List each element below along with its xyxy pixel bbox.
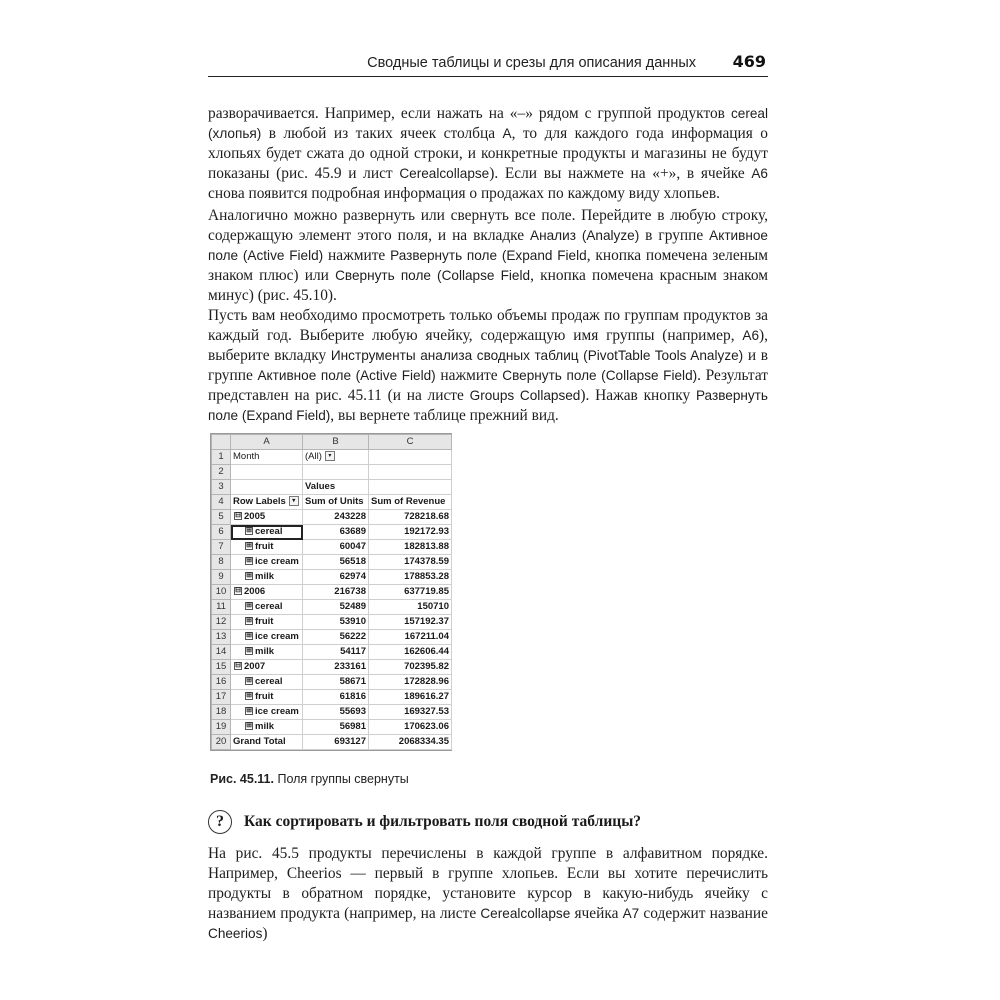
units-value: 54117: [340, 646, 366, 657]
expand-toggle-icon[interactable]: ⊞: [246, 602, 252, 610]
cell-a[interactable]: [231, 570, 303, 585]
ui-term: Развернуть поле (Expand Field): [208, 388, 768, 423]
ui-term: Cerealcollapse: [399, 166, 490, 181]
select-all-corner[interactable]: [212, 435, 231, 450]
sheet-row: [212, 495, 452, 510]
running-header: [208, 52, 768, 77]
units-value: 52489: [339, 601, 366, 612]
text-run: ячейка: [570, 905, 623, 922]
cell-c[interactable]: [369, 645, 452, 660]
cell-c[interactable]: [369, 675, 452, 690]
question-text: Как сортировать и фильтровать поля сводной таблицы?: [244, 813, 642, 830]
cell-a[interactable]: [231, 540, 303, 555]
units-value: 58671: [339, 676, 366, 687]
row-label: fruit: [255, 616, 274, 627]
row-label: 2005: [244, 511, 266, 522]
expand-toggle-icon[interactable]: ⊞: [246, 542, 252, 550]
units-value: 233161: [334, 661, 366, 672]
row-label: ice cream: [255, 631, 299, 642]
row-label: ice cream: [255, 556, 299, 567]
row-label: cereal: [255, 601, 283, 612]
cell-b[interactable]: [303, 600, 369, 615]
row-number[interactable]: 1: [212, 450, 231, 465]
cell-c[interactable]: [369, 465, 452, 480]
revenue-value: 162606.44: [404, 646, 449, 657]
row-label: 2006: [244, 586, 266, 597]
question-heading: [208, 810, 641, 834]
units-value: 60047: [339, 541, 366, 552]
units-value: 53910: [339, 616, 366, 627]
cell-a[interactable]: [231, 705, 303, 720]
cell-a[interactable]: [231, 690, 303, 705]
row-number[interactable]: 17: [212, 690, 231, 705]
text-run: . Результат представлен на рис. 45.11 (и на листе: [208, 367, 769, 404]
cell-a[interactable]: [231, 495, 303, 510]
row-number[interactable]: 3: [212, 480, 231, 495]
cell-a[interactable]: [231, 480, 303, 495]
cell-c[interactable]: [369, 660, 452, 675]
ui-term: Cheerios: [208, 926, 263, 941]
text-run: нажмите: [323, 247, 391, 264]
cell-b[interactable]: [303, 465, 369, 480]
ui-term: Развернуть поле (Expand Field: [390, 248, 587, 263]
expand-toggle-icon[interactable]: ⊞: [246, 692, 252, 700]
cell-b[interactable]: [303, 705, 369, 720]
cell-a[interactable]: [231, 645, 303, 660]
cell-a[interactable]: [231, 675, 303, 690]
row-number[interactable]: 11: [212, 600, 231, 615]
row-label: ice cream: [255, 706, 299, 717]
paragraph-2: [208, 206, 768, 306]
cell-a[interactable]: [231, 630, 303, 645]
expand-toggle-icon[interactable]: ⊞: [246, 647, 252, 655]
cell-b[interactable]: [303, 510, 369, 525]
text-run: , кнопка помечена красным знаком минус) (рис. 45.10).: [208, 267, 768, 304]
revenue-value: 157192.37: [404, 616, 449, 627]
revenue-value: 169327.53: [404, 706, 449, 717]
cell-c[interactable]: [369, 705, 452, 720]
sheet-row: [212, 645, 452, 660]
row-label: milk: [255, 571, 275, 582]
cell-a[interactable]: [231, 555, 303, 570]
ui-term: (хлопья): [208, 126, 262, 141]
text-run: разворачивается. Например, если нажать на «–» рядом с группой продуктов: [208, 105, 731, 122]
text-run: ): [262, 925, 268, 942]
units-value: 693127: [334, 736, 366, 747]
row-label: fruit: [255, 691, 274, 702]
cell-b[interactable]: [303, 735, 369, 750]
sheet-row: [212, 480, 452, 495]
row-number[interactable]: 13: [212, 630, 231, 645]
revenue-value: 702395.82: [404, 661, 449, 672]
revenue-value: 150710: [417, 601, 449, 612]
sheet-row: [212, 735, 452, 750]
cell-b[interactable]: [303, 480, 369, 495]
cell-a[interactable]: [231, 450, 303, 465]
sheet-row: [212, 465, 452, 480]
revenue-value: 192172.93: [404, 526, 449, 537]
row-number[interactable]: 4: [212, 495, 231, 510]
cell-b[interactable]: [303, 615, 369, 630]
units-value: 55693: [339, 706, 366, 717]
text-run: Пусть вам необходимо просмотреть только объемы продаж по группам продуктов за каждый год. Выберите любую ячейку, содержащую имя группы (например,: [208, 307, 768, 344]
sheet-row: [212, 615, 452, 630]
revenue-value: 167211.04: [404, 631, 449, 642]
filter-value: (All): [305, 451, 322, 462]
text-run: в группе: [639, 227, 710, 244]
ui-term: Groups Collapsed: [469, 388, 581, 403]
cell-a[interactable]: [231, 525, 303, 540]
paragraph-1: [208, 104, 768, 204]
cell-c[interactable]: [369, 570, 452, 585]
expand-toggle-icon[interactable]: ⊞: [246, 632, 252, 640]
sheet-row: [212, 675, 452, 690]
row-labels-filter-icon[interactable]: ▾: [289, 496, 299, 506]
expand-toggle-icon[interactable]: ⊞: [246, 617, 252, 625]
text-run: ). Нажав кнопку: [580, 387, 696, 404]
page-number: 469: [732, 52, 766, 71]
ui-term: Инструменты анализа сводных таблиц (PivotTable Tools Analyze): [330, 348, 744, 363]
cell-b[interactable]: [303, 570, 369, 585]
ui-term: А: [502, 126, 512, 141]
row-number[interactable]: 9: [212, 570, 231, 585]
row-number[interactable]: 8: [212, 555, 231, 570]
cell-c[interactable]: [369, 480, 452, 495]
text-run: и в группе: [208, 347, 769, 384]
column-header-row: [212, 435, 452, 450]
cell-b[interactable]: [303, 495, 369, 510]
cell-c[interactable]: [369, 690, 452, 705]
column-header-a[interactable]: A: [231, 435, 303, 450]
cell-c[interactable]: [369, 510, 452, 525]
units-value: 62974: [339, 571, 366, 582]
revenue-value: 178853.28: [404, 571, 449, 582]
question-circle-icon: ?: [208, 810, 232, 834]
units-value: 243228: [334, 511, 366, 522]
row-number[interactable]: 16: [212, 675, 231, 690]
column-header-c[interactable]: C: [369, 435, 452, 450]
cell-a[interactable]: [231, 720, 303, 735]
expand-toggle-icon[interactable]: ⊞: [246, 557, 252, 565]
ui-term: Анализ (Analyze): [530, 228, 640, 243]
cell-c[interactable]: [369, 585, 452, 600]
cell-c[interactable]: [369, 555, 452, 570]
text-run: , кнопка помечена зеленым знаком плюс) или: [208, 247, 768, 284]
cell-a[interactable]: [231, 735, 303, 750]
cell-b[interactable]: [303, 525, 369, 540]
cell-a[interactable]: [231, 600, 303, 615]
row-label: fruit: [255, 541, 274, 552]
cell-c[interactable]: [369, 450, 452, 465]
revenue-value: 170623.06: [404, 721, 449, 732]
row-label: milk: [255, 646, 275, 657]
cell-b[interactable]: [303, 645, 369, 660]
sheet-row: [212, 555, 452, 570]
ui-term: Свернуть поле (Collapse Field: [335, 268, 531, 283]
expand-toggle-icon[interactable]: ⊞: [246, 527, 252, 535]
ui-term: Активное поле (Active Field): [257, 368, 436, 383]
revenue-value: Sum of Revenue: [371, 496, 446, 507]
revenue-value: 172828.96: [404, 676, 449, 687]
collapse-toggle-icon[interactable]: ⊟: [235, 662, 241, 670]
sheet-row: [212, 510, 452, 525]
figure-caption: [210, 772, 409, 786]
ui-term: А6: [751, 166, 768, 181]
revenue-value: 637719.85: [404, 586, 449, 597]
row-number[interactable]: 7: [212, 540, 231, 555]
expand-toggle-icon[interactable]: ⊞: [246, 677, 252, 685]
sheet-row: [212, 540, 452, 555]
cell-c[interactable]: [369, 540, 452, 555]
text-run: Аналогично можно развернуть или свернуть все поле. Перейдите в любую строку, содержащую элемент этого поля, и на вкладке: [208, 207, 768, 244]
row-number[interactable]: 2: [212, 465, 231, 480]
collapse-toggle-icon[interactable]: ⊟: [235, 587, 241, 595]
units-value: 61816: [339, 691, 366, 702]
sheet-row: [212, 585, 452, 600]
expand-toggle-icon[interactable]: ⊞: [246, 722, 252, 730]
sheet-row: [212, 450, 452, 465]
ui-term: А6: [742, 328, 760, 343]
units-value: 216738: [334, 586, 366, 597]
units-value: Values: [305, 481, 336, 492]
cell-b[interactable]: [303, 660, 369, 675]
filter-dropdown-icon[interactable]: ▾: [325, 451, 335, 461]
row-label: cereal: [255, 676, 283, 687]
cell-b[interactable]: [303, 555, 369, 570]
revenue-value: 728218.68: [404, 511, 449, 522]
row-number[interactable]: 18: [212, 705, 231, 720]
ui-term: А7: [622, 906, 640, 921]
ui-term: Cerealcollapse: [480, 906, 571, 921]
cell-c[interactable]: [369, 720, 452, 735]
row-number[interactable]: 5: [212, 510, 231, 525]
cell-c[interactable]: [369, 615, 452, 630]
sheet-row: [212, 660, 452, 675]
row-number[interactable]: 14: [212, 645, 231, 660]
paragraph-3: [208, 306, 768, 426]
units-value: 56981: [339, 721, 366, 732]
sheet-row: [212, 570, 452, 585]
row-number[interactable]: 10: [212, 585, 231, 600]
cell-a[interactable]: [231, 615, 303, 630]
ui-term: cereal: [730, 106, 768, 121]
text-run: , вы вернете таблице прежний вид.: [330, 407, 559, 424]
cell-a[interactable]: [231, 660, 303, 675]
revenue-value: 189616.27: [404, 691, 449, 702]
text-run: снова появится подробная информация о продажах по каждому виду хлопьев.: [208, 185, 720, 202]
row-label: milk: [255, 721, 275, 732]
units-value: 56518: [339, 556, 366, 567]
cell-b[interactable]: [303, 720, 369, 735]
sheet-row: [212, 690, 452, 705]
ui-term: Свернуть поле (Collapse Field): [502, 368, 698, 383]
text-run: , то для каждого года информация о хлопьях будет сжата до одной строки, и конкретные продукты и магазины не будут показаны (рис. 45.9 и лист: [208, 125, 768, 182]
ui-term: Активное поле (Active Field): [208, 228, 768, 263]
text-run: На рис. 45.5 продукты перечислены в каждой группе в алфавитном порядке. Например, Cheerios — первый в группе хлопьев. Если вы хотите перечислить продукты в обратном порядке, установите курсор в какую-нибудь ячейку с названием продукта (например, на листе: [208, 845, 768, 922]
units-value: 56222: [339, 631, 366, 642]
pivot-table-figure: [210, 433, 452, 751]
sheet-row: [212, 630, 452, 645]
cell-b[interactable]: [303, 585, 369, 600]
sheet-row: [212, 720, 452, 735]
row-label: Grand Total: [233, 736, 286, 747]
row-number[interactable]: 19: [212, 720, 231, 735]
sheet-row: [212, 525, 452, 540]
sheet-row: [212, 705, 452, 720]
collapse-toggle-icon[interactable]: ⊟: [235, 512, 241, 520]
row-number[interactable]: 20: [212, 735, 231, 750]
expand-toggle-icon[interactable]: ⊞: [246, 572, 252, 580]
units-value: Sum of Units: [305, 496, 364, 507]
cell-a[interactable]: [231, 465, 303, 480]
row-label: 2007: [244, 661, 266, 672]
sheet-row: [212, 600, 452, 615]
row-label: Row Labels: [233, 496, 286, 507]
cell-c[interactable]: [369, 600, 452, 615]
figure-caption-text: Поля группы свернуты: [273, 772, 409, 786]
row-label: cereal: [255, 526, 283, 537]
text-run: нажмите: [435, 367, 503, 384]
cell-c[interactable]: [369, 630, 452, 645]
cell-c[interactable]: [369, 735, 452, 750]
row-label: Month: [233, 451, 260, 462]
cell-b[interactable]: [303, 450, 369, 465]
cell-b[interactable]: [303, 675, 369, 690]
column-header-b[interactable]: B: [303, 435, 369, 450]
revenue-value: 182813.88: [404, 541, 449, 552]
figure-caption-label: Рис. 45.11.: [210, 772, 274, 786]
cell-b[interactable]: [303, 630, 369, 645]
units-value: 63689: [339, 526, 366, 537]
cell-a[interactable]: [231, 510, 303, 525]
paragraph-4: [208, 844, 768, 944]
cell-c[interactable]: [369, 495, 452, 510]
cell-a[interactable]: [231, 585, 303, 600]
text-run: содержит название: [639, 905, 768, 922]
header-title: Сводные таблицы и срезы для описания данных: [367, 55, 696, 71]
expand-toggle-icon[interactable]: ⊞: [246, 707, 252, 715]
revenue-value: 2068334.35: [398, 736, 449, 747]
text-run: ). Если вы нажмете на «+», в ячейке: [489, 165, 752, 182]
revenue-value: 174378.59: [404, 556, 449, 567]
cell-b[interactable]: [303, 690, 369, 705]
row-number[interactable]: 15: [212, 660, 231, 675]
text-run: в любой из таких ячеек столбца: [261, 125, 503, 142]
text-run: ), выберите вкладку: [208, 327, 768, 364]
cell-b[interactable]: [303, 540, 369, 555]
row-number[interactable]: 6: [212, 525, 231, 540]
row-number[interactable]: 12: [212, 615, 231, 630]
cell-c[interactable]: [369, 525, 452, 540]
